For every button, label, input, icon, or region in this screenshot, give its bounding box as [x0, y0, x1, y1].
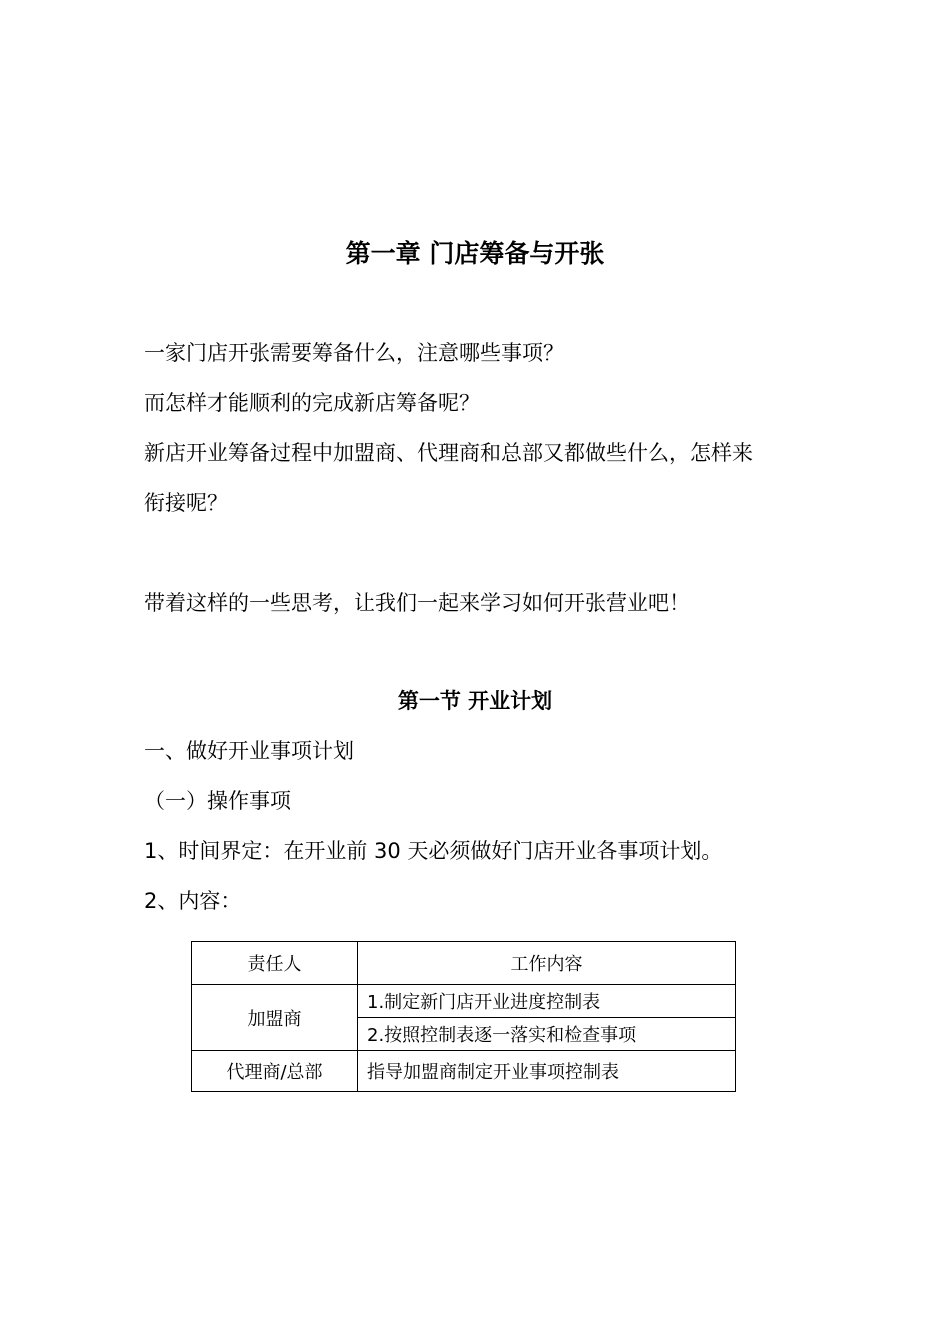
cell-work-3: 指导加盟商制定开业事项控制表: [358, 1051, 736, 1092]
heading-level-1: 一、做好开业事项计划: [144, 739, 354, 763]
intro-line-4: 衔接呢？: [144, 491, 228, 515]
cell-work-1: 1.制定新门店开业进度控制表: [358, 985, 736, 1018]
cell-person-franchisee: 加盟商: [192, 985, 358, 1051]
cell-person-agent: 代理商/总部: [192, 1051, 358, 1092]
table-header-row: [192, 942, 736, 985]
cell-work-2: 2.按照控制表逐一落实和检查事项: [358, 1018, 736, 1051]
chapter-title: 第一章 门店筹备与开张: [345, 239, 605, 268]
list-item-time: 1、时间界定：在开业前 30 天必须做好门店开业各事项计划。: [144, 839, 723, 863]
header-work: 工作内容: [358, 942, 736, 985]
intro-line-2: 而怎样才能顺利的完成新店筹备呢？: [144, 391, 480, 415]
intro-line-1: 一家门店开张需要筹备什么，注意哪些事项？: [144, 341, 564, 365]
header-person: 责任人: [192, 942, 358, 985]
table-row: [192, 985, 736, 1018]
list-item-content: 2、内容：: [144, 889, 242, 913]
table-row: [192, 1051, 736, 1092]
heading-level-2: （一）操作事项: [144, 789, 291, 813]
section-title: 第一节 开业计划: [397, 689, 553, 713]
intro-line-3: 新店开业筹备过程中加盟商、代理商和总部又都做些什么，怎样来: [144, 441, 753, 465]
intro-line-5: 带着这样的一些思考，让我们一起来学习如何开张营业吧！: [144, 591, 690, 615]
plan-table: [191, 941, 736, 1092]
